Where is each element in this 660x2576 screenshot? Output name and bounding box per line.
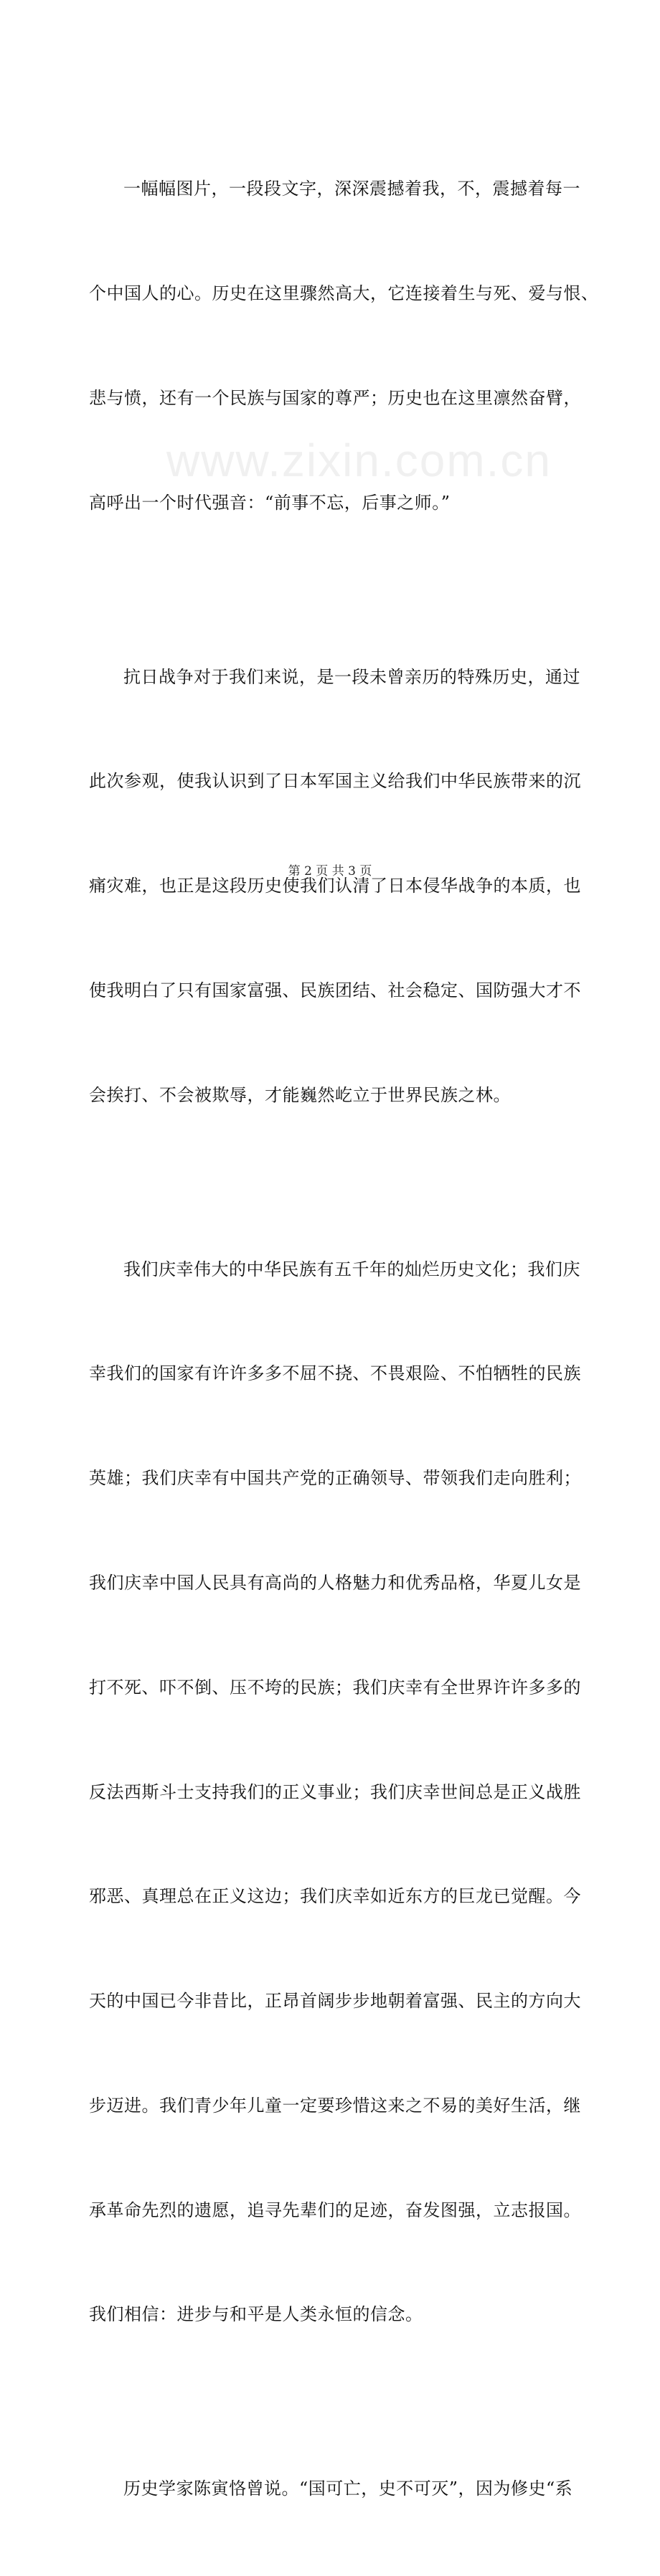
text-line: 历史学家陈寅恪曾说。“国可亡，史不可灭”，因为修史“系 — [123, 2478, 573, 2499]
text-line: 会挨打、不会被欺辱，才能巍然屹立于世界民族之林。 — [89, 1084, 511, 1105]
text-line: 英雄；我们庆幸有中国共产党的正确领导、带领我们走向胜利； — [89, 1468, 581, 1489]
text-line: 步迈进。我们青少年儿童一定要珍惜这来之不易的美好生活，继 — [89, 2095, 581, 2116]
watermark-text: www.zixin.com.cn — [166, 435, 552, 486]
text-line: 打不死、吓不倒、压不垮的民族；我们庆幸有全世界许许多多的 — [89, 1677, 581, 1697]
text-line: 承革命先烈的遗愿，追寻先辈们的足迹，奋发图强，立志报国。 — [89, 2199, 581, 2220]
text-line: 抗日战争对于我们来说，是一段未曾亲历的特殊历史，通过 — [123, 666, 580, 687]
text-line: 高呼出一个时代强音：“前事不忘，后事之师。” — [89, 492, 451, 513]
paragraph — [89, 102, 599, 589]
text-line: 幸我们的国家有许许多多不屈不挠、不畏艰险、不怕牺牲的民族 — [89, 1363, 581, 1384]
text-line: 邪恶、真理总在正义这边；我们庆幸如近东方的巨龙已觉醒。今 — [89, 1886, 581, 1907]
text-line: 我们庆幸伟大的中华民族有五千年的灿烂历史文化；我们庆 — [123, 1259, 580, 1279]
paragraph — [89, 2402, 580, 2576]
text-line: 一幅幅图片，一段段文字，深深震撼着我，不，震撼着每一 — [123, 179, 580, 199]
paragraph — [89, 1182, 580, 2402]
text-line: 个中国人的心。历史在这里骤然高大，它连接着生与死、爱与恨、 — [89, 283, 599, 303]
text-line: 此次参观，使我认识到了日本军国主义给我们中华民族带来的沉 — [89, 771, 581, 792]
text-line: 痛灾难，也正是这段历史使我们认清了日本侵华战争的本质，也 — [89, 876, 581, 896]
text-line: 反法西斯斗士支持我们的正义事业；我们庆幸世间总是正义战胜 — [89, 1781, 581, 1802]
text-line: 使我明白了只有国家富强、民族团结、社会稳定、国防强大才不 — [89, 980, 581, 1000]
text-line: 我们相信：进步与和平是人类永恒的信念。 — [89, 2304, 423, 2325]
text-line: 悲与愤，还有一个民族与国家的尊严；历史也在这里凛然奋臂， — [89, 387, 581, 408]
page-footer: 第 2 页 共 3 页 — [288, 864, 372, 879]
text-line: 我们庆幸中国人民具有高尚的人格魅力和优秀品格，华夏儿女是 — [89, 1572, 581, 1593]
text-line: 天的中国已今非昔比，正昂首阔步步地朝着富强、民主的方向大 — [89, 1991, 581, 2012]
paragraph — [89, 589, 580, 1182]
document-body — [89, 102, 599, 2576]
